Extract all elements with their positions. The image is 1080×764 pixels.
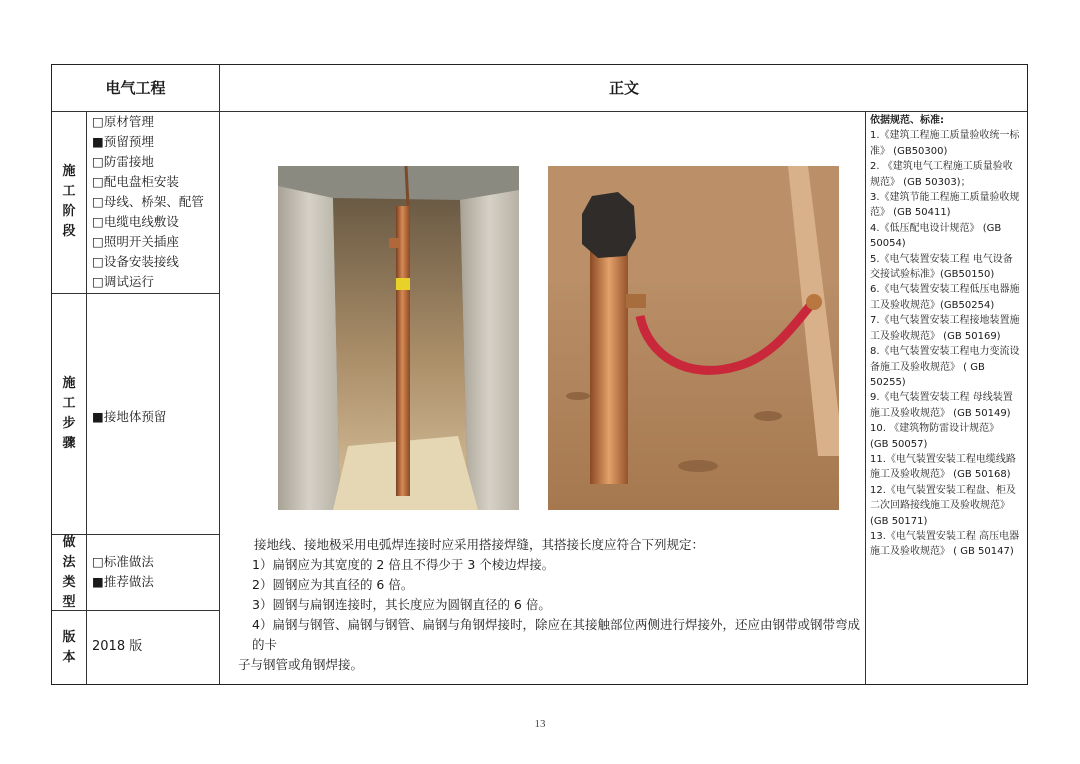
references-list	[870, 113, 1020, 560]
ground-rod-cable-photo	[548, 166, 839, 510]
body-intro: 接地线、接地极采用电弧焊连接时应采用搭接焊缝，其搭接长度应符合下列规定：	[254, 537, 705, 552]
label-char: 本	[62, 649, 76, 665]
method-item[interactable]: ■推荐做法	[92, 574, 154, 589]
label-char: 版	[62, 629, 76, 645]
body-rule: 3）圆钢与扁钢连接时，其长度应为圆钢直径的 6 倍。	[252, 597, 551, 612]
stage-item[interactable]: □配电盘柜安装	[92, 174, 179, 189]
method-label	[52, 535, 86, 610]
checkbox-icon: □	[92, 554, 104, 569]
method-item[interactable]: □标准做法	[92, 554, 154, 569]
body-text	[238, 535, 867, 675]
left-header-title: 电气工程	[105, 79, 166, 97]
label-char: 阶	[62, 204, 76, 219]
reference-item: 8.《电气装置安装工程电力变流设备施工及验收规范》 ( GB 50255)	[870, 346, 1020, 388]
label-char: 工	[62, 396, 76, 411]
reference-item: 10. 《建筑物防雷设计规范》 (GB 50057)	[870, 423, 1000, 450]
trench-ground-rod-photo	[278, 166, 519, 510]
checkbox-icon: □	[92, 174, 104, 189]
step-label	[52, 294, 86, 534]
checkbox-icon: □	[92, 234, 104, 249]
stage-item[interactable]: □电缆电线敷设	[92, 214, 179, 229]
checkbox-icon: □	[92, 154, 104, 169]
page-number: 13	[534, 718, 546, 730]
reference-item: 12.《电气装置安装工程盘、柜及二次回路接线施工及验收规范》 (GB 50171)	[870, 484, 1016, 527]
divider	[219, 65, 220, 684]
step-item[interactable]: ■接地体预留	[92, 409, 167, 424]
reference-item: 1.《建筑工程施工质量验收统一标准》 (GB50300)	[870, 130, 1020, 157]
stage-label	[52, 111, 86, 293]
reference-item: 4.《低压配电设计规范》 (GB 50054)	[870, 222, 1002, 250]
checkbox-icon: □	[92, 254, 104, 269]
stage-item[interactable]: □设备安装接线	[92, 254, 179, 269]
reference-item: 6.《电气装置安装工程低压电器施工及验收规范》(GB50254)	[870, 284, 1020, 311]
main-header-title: 正文	[608, 79, 639, 97]
body-rule: 子与钢管或角钢焊接。	[238, 657, 364, 672]
version-label	[52, 611, 86, 684]
label-char: 骤	[62, 436, 76, 451]
body-rule: 4）扁钢与钢管、扁钢与钢管、扁钢与角钢焊接时，除应在其接触部位两侧进行焊接外，还应由钢带或钢带弯成的卡	[252, 617, 860, 652]
stage-item[interactable]: □调试运行	[92, 274, 154, 289]
label-char: 做	[62, 534, 76, 550]
checkbox-icon: □	[92, 194, 104, 209]
reference-item: 9.《电气装置安装工程 母线装置施工及验收规范》 (GB 50149)	[870, 392, 1013, 419]
checkbox-icon: □	[92, 214, 104, 229]
reference-item: 2. 《建筑电气工程施工质量验收规范》 (GB 50303)；	[870, 161, 1013, 188]
reference-item: 7.《电气装置安装工程接地装置施工及验收规范》 (GB 50169)	[870, 315, 1020, 342]
version-value: 2018 版	[92, 639, 143, 654]
divider	[86, 111, 87, 684]
references-title: 依据规范、标准:	[870, 115, 944, 126]
label-char: 类	[62, 574, 76, 590]
reference-item: 5.《电气装置安装工程 电气设备交接试验标准》(GB50150)	[870, 253, 1013, 281]
stage-item[interactable]: ■预留预埋	[92, 134, 154, 149]
cable-photo-image	[548, 166, 839, 510]
label-char: 施	[62, 376, 76, 391]
body-rule: 1）扁钢应为其宽度的 2 倍且不得少于 3 个棱边焊接。	[252, 557, 555, 572]
stage-item[interactable]: □母线、桥架、配管	[92, 194, 204, 209]
reference-item: 13.《电气装置安装工程 高压电器施工及验收规范》 ( GB 50147)	[870, 530, 1020, 558]
label-char: 步	[62, 416, 76, 431]
checkbox-icon: □	[92, 274, 104, 289]
label-char: 施	[62, 164, 76, 179]
stage-item[interactable]: □防雷接地	[92, 154, 154, 169]
label-char: 工	[62, 184, 76, 199]
stage-item[interactable]: □原材管理	[92, 114, 154, 129]
checkbox-icon: ■	[92, 574, 104, 589]
body-rule: 2）圆钢应为其直径的 6 倍。	[252, 577, 414, 592]
checkbox-icon: ■	[92, 134, 104, 149]
method-list	[92, 552, 154, 592]
trench-photo-image	[278, 166, 519, 510]
reference-item: 3.《建筑节能工程施工质量验收规范》 (GB 50411)	[870, 192, 1020, 219]
stage-item[interactable]: □照明开关插座	[92, 234, 179, 249]
step-list	[92, 407, 166, 427]
document-table	[51, 64, 1028, 685]
stage-list	[92, 112, 204, 292]
label-char: 段	[62, 224, 76, 239]
checkbox-icon: □	[92, 114, 104, 129]
label-char: 法	[62, 554, 76, 570]
reference-item: 11.《电气装置安装工程电缆线路施工及验收规范》 (GB 50168)	[870, 453, 1016, 481]
label-char: 型	[62, 594, 76, 610]
checkbox-icon: ■	[92, 409, 104, 424]
